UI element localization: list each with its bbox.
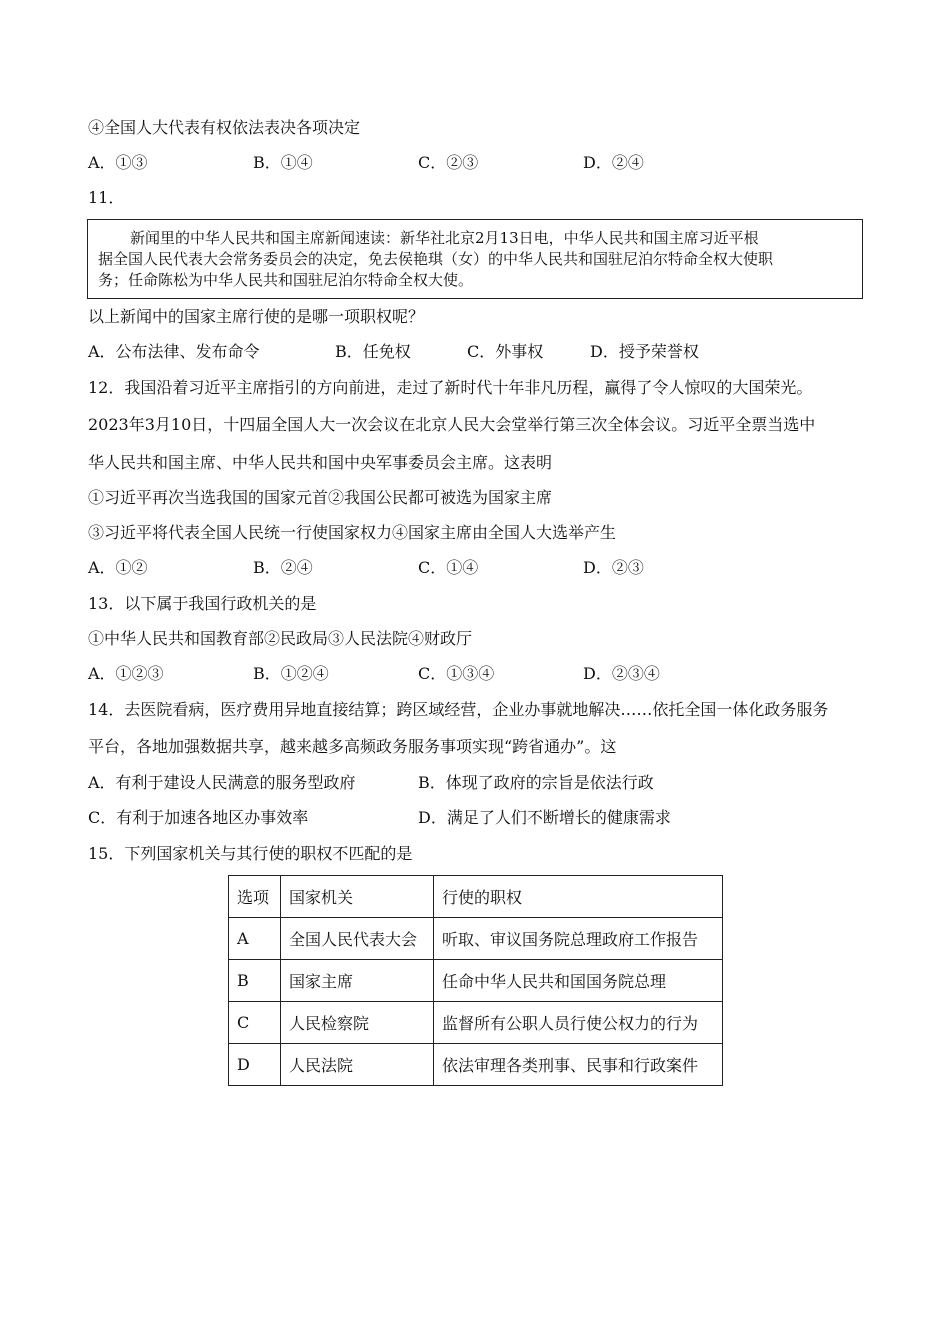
q11-option-a[interactable]: A．公布法律、发布命令	[88, 342, 260, 361]
q15-table	[228, 875, 723, 1086]
table-header-cell: 行使的职权	[434, 876, 723, 918]
table-cell: 监督所有公职人员行使公权力的行为	[434, 1002, 723, 1044]
table-cell: 全国人民代表大会	[281, 918, 434, 960]
table-cell: 人民法院	[281, 1044, 434, 1086]
q14-option-a[interactable]: A．有利于建设人民满意的服务型政府	[88, 773, 356, 792]
table-header-cell: 选项	[229, 876, 281, 918]
table-cell: B	[229, 960, 281, 1002]
q11-news-line-3: 务；任命陈松为中华人民共和国驻尼泊尔特命全权大使。	[98, 271, 474, 289]
q12-option-c[interactable]: C．①④	[418, 558, 479, 577]
q12-option-b[interactable]: B．②④	[253, 558, 313, 577]
q14-stem-line-2: 平台，各地加强数据共享，越来越多高频政务服务事项实现“跨省通办”。这	[88, 737, 617, 756]
q10-option-a[interactable]: A．①③	[88, 153, 148, 172]
q11-news-box	[87, 219, 863, 299]
table-row	[229, 918, 723, 960]
q12-stem-line-1: 12．我国沿着习近平主席指引的方向前进，走过了新时代十年非凡历程，赢得了令人惊叹的大国荣光。	[88, 378, 813, 397]
q13-option-a[interactable]: A．①②③	[88, 664, 164, 683]
table-cell: A	[229, 918, 281, 960]
table-header-row	[229, 876, 723, 918]
q13-option-b[interactable]: B．①②④	[253, 664, 329, 683]
q12-option-a[interactable]: A．①②	[88, 558, 148, 577]
table-cell: 任命中华人民共和国国务院总理	[434, 960, 723, 1002]
table-cell: 依法审理各类刑事、民事和行政案件	[434, 1044, 723, 1086]
table-cell: D	[229, 1044, 281, 1086]
q14-option-d[interactable]: D．满足了人们不断增长的健康需求	[418, 808, 671, 827]
q13-option-d[interactable]: D．②③④	[583, 664, 660, 683]
table-cell: 国家主席	[281, 960, 434, 1002]
q11-option-d[interactable]: D．授予荣誉权	[590, 342, 699, 361]
q10-item4: ④全国人大代表有权依法表决各项决定	[88, 118, 361, 137]
q12-stem-line-2: 2023年3月10日，十四届全国人大一次会议在北京人民大会堂举行第三次全体会议。习近平全票当选中	[88, 415, 816, 434]
q10-option-d[interactable]: D．②④	[583, 153, 644, 172]
table-cell: C	[229, 1002, 281, 1044]
q12-stem-line-3: 华人民共和国主席、中华人民共和国中央军事委员会主席。这表明	[88, 453, 553, 472]
q12-option-d[interactable]: D．②③	[583, 558, 644, 577]
q13-option-c[interactable]: C．①③④	[418, 664, 495, 683]
table-row	[229, 1044, 723, 1086]
q12-items-1: ①习近平再次当选我国的国家元首②我国公民都可被选为国家主席	[88, 488, 553, 507]
q11-news-line-1: 新闻里的中华人民共和国主席新闻速读：新华社北京2月13日电，中华人民共和国主席习近平根	[130, 229, 759, 247]
q14-stem-line-1: 14．去医院看病，医疗费用异地直接结算；跨区域经营，企业办事就地解决……依托全国一体化政务服务	[88, 700, 829, 719]
q12-items-2: ③习近平将代表全国人民统一行使国家权力④国家主席由全国人大选举产生	[88, 523, 617, 542]
table-row	[229, 960, 723, 1002]
table-cell: 听取、审议国务院总理政府工作报告	[434, 918, 723, 960]
q11-news-line-2: 据全国人民代表大会常务委员会的决定，免去侯艳琪（女）的中华人民共和国驻尼泊尔特命全权大使职	[98, 250, 774, 268]
table-row	[229, 1002, 723, 1044]
q11-option-c[interactable]: C．外事权	[467, 342, 544, 361]
q10-option-c[interactable]: C．②③	[418, 153, 479, 172]
q11-option-b[interactable]: B．任免权	[335, 342, 411, 361]
q10-option-b[interactable]: B．①④	[253, 153, 313, 172]
q13-items: ①中华人民共和国教育部②民政局③人民法院④财政厅	[88, 629, 473, 648]
q11-question: 以上新闻中的国家主席行使的是哪一项职权呢？	[88, 307, 425, 326]
table-header-cell: 国家机关	[281, 876, 434, 918]
q14-option-b[interactable]: B．体现了政府的宗旨是依法行政	[418, 773, 654, 792]
q15-stem: 15．下列国家机关与其行使的职权不匹配的是	[88, 844, 413, 863]
q13-stem: 13．以下属于我国行政机关的是	[88, 594, 317, 613]
q11-number: 11．	[88, 188, 125, 207]
q14-option-c[interactable]: C．有利于加速各地区办事效率	[88, 808, 309, 827]
table-cell: 人民检察院	[281, 1002, 434, 1044]
